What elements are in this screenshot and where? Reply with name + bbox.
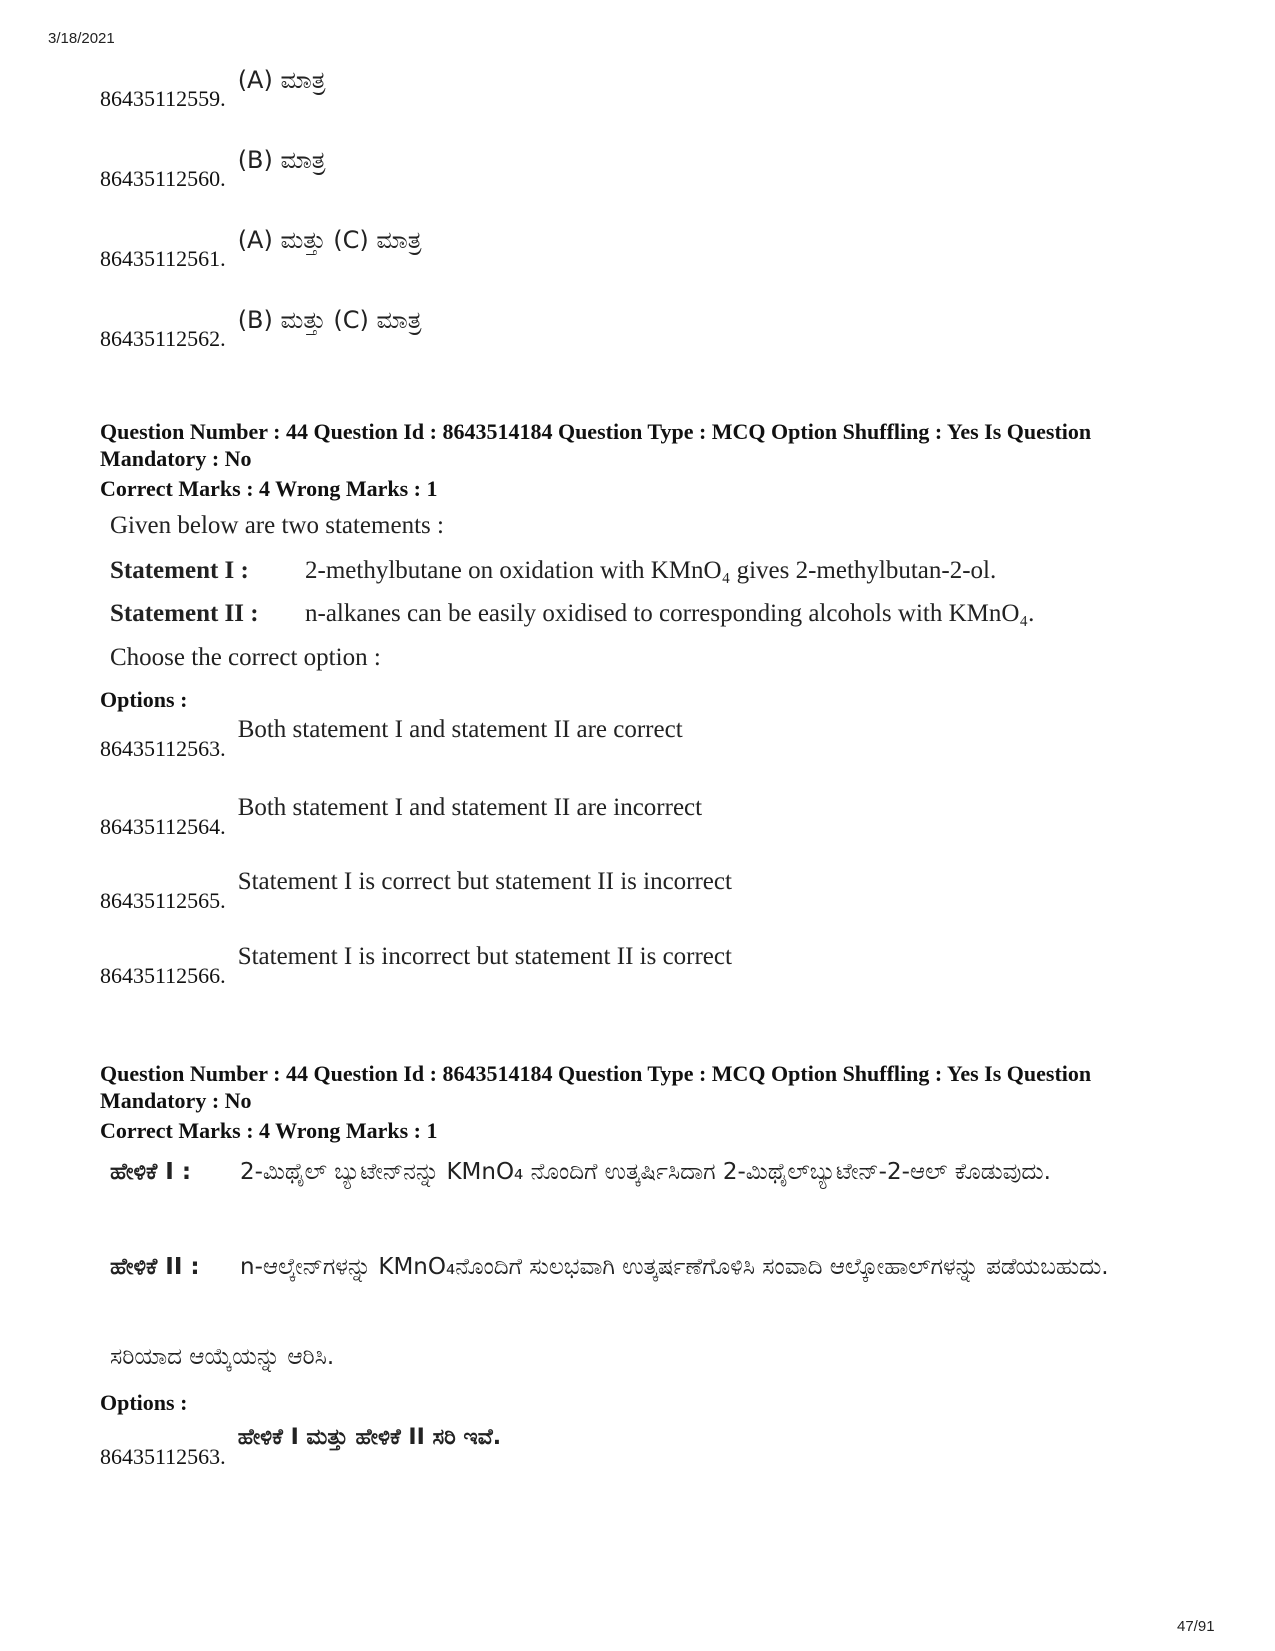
option-id: 86435112560. [100,166,226,191]
question-intro: Given below are two statements : [110,512,444,539]
options-heading: Options : [100,1390,188,1415]
statement-label: Statement II : [110,600,259,627]
option-id: 86435112563. [100,1444,226,1469]
option-id: 86435112563. [100,736,226,761]
option-id: 86435112566. [100,963,226,988]
statement-text: n-ಆಲ್ಕೇನ್‌ಗಳನ್ನು KMnO₄ನೊಂದಿಗೆ ಸುಲಭವಾಗಿ ಉತ್ಕರ್ಷಣೆಗೊಳಿಸಿ ಸಂವಾದಿ ಆಲ್ಕೋಹಾಲ್‌ಗಳನ್ನು ಪಡೆಯಬಹುದು. [240,1254,1109,1280]
option-row [100,1408,501,1468]
option-text: Statement I is correct but statement II is incorrect [237,868,732,895]
option-text: (B) ಮತ್ತು (C) ಮಾತ್ರ [237,306,422,334]
statement-2 [110,600,1034,628]
option-row [100,700,683,760]
question-meta: Question Number : 44 Question Id : 8643514184 Question Type : MCQ Option Shuffling : Yes Is Question Mandatory : No [100,1061,1092,1113]
page-number: 47/91 [1177,1618,1215,1635]
statement-label: ಹೇಳಿಕೆ II : [110,1254,200,1280]
statement-1 [110,1150,1180,1194]
statement-1 [110,557,996,585]
option-row [100,290,422,350]
option-id: 86435112561. [100,246,226,271]
option-text: Statement I is incorrect but statement II is correct [237,943,732,970]
option-text: (A) ಮಾತ್ರ [237,66,326,94]
statement-label: ಹೇಳಿಕೆ I : [110,1159,192,1185]
statement-label: Statement I : [110,557,249,584]
option-row [100,210,421,270]
option-text: ಹೇಳಿಕೆ I ಮತ್ತು ಹೇಳಿಕೆ II ಸರಿ ಇವೆ. [237,1425,502,1450]
option-id: 86435112562. [100,326,226,351]
question-prompt: ಸರಿಯಾದ ಆಯ್ಕೆಯನ್ನು ಆರಿಸಿ. [110,1344,335,1370]
option-id: 86435112564. [100,814,226,839]
question-marks: Correct Marks : 4 Wrong Marks : 1 [100,476,438,501]
option-row [100,852,732,912]
option-row [100,778,702,838]
statement-text: 2-ಮಿಥೈಲ್ ಬ್ಯುಟೇನ್‌ನನ್ನು KMnO₄ ನೊಂದಿಗೆ ಉತ್ಕರ್ಷಿಸಿದಾಗ 2-ಮಿಥೈಲ್‌ಬ್ಯುಟೇನ್-2-ಆಲ್ ಕೊಡುವುದು. [240,1159,1051,1185]
options-heading: Options : [100,687,188,712]
statement-text: 2-methylbutane on oxidation with KMnO₄ gives 2-methylbutan-2-ol. [305,557,997,584]
option-text: Both statement I and statement II are correct [237,716,683,743]
question-meta: Question Number : 44 Question Id : 8643514184 Question Type : MCQ Option Shuffling : Yes Is Question Mandatory : No [100,419,1092,471]
option-row [100,927,732,987]
print-date: 3/18/2021 [48,30,115,47]
option-id: 86435112559. [100,86,226,111]
option-text: (A) ಮತ್ತು (C) ಮಾತ್ರ [237,226,422,254]
option-row [100,130,326,190]
option-text: Both statement I and statement II are incorrect [237,794,703,821]
option-id: 86435112565. [100,888,226,913]
statement-2 [110,1245,1180,1289]
question-prompt: Choose the correct option : [110,644,381,671]
question-marks: Correct Marks : 4 Wrong Marks : 1 [100,1118,438,1143]
option-row [100,50,326,110]
option-text: (B) ಮಾತ್ರ [237,146,326,174]
statement-text: n-alkanes can be easily oxidised to corresponding alcohols with KMnO₄. [305,600,1035,627]
